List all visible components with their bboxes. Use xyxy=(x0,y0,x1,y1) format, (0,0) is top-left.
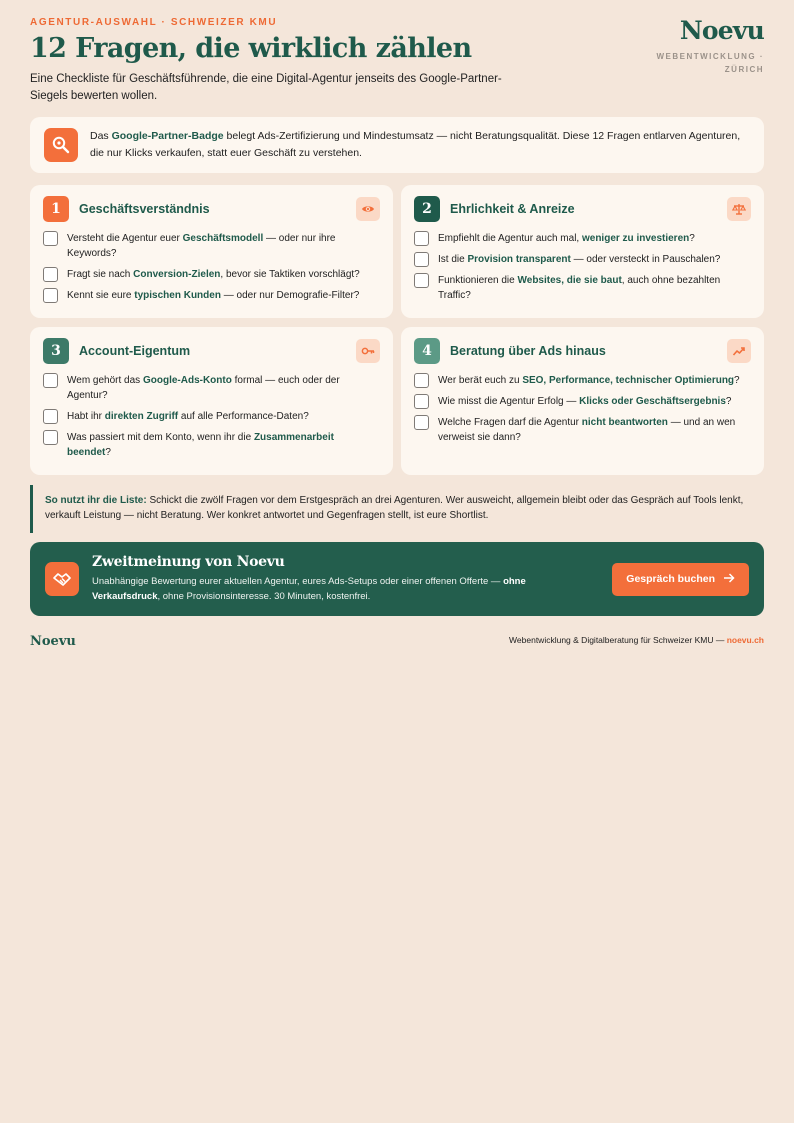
brand-tagline: WEBENTWICKLUNG · ZÜRICH xyxy=(656,52,764,74)
footer-text: Webentwicklung & Digitalberatung für Schweizer KMU — noevu.ch xyxy=(509,635,764,645)
list-item: Ist die Provision transparent — oder versteckt in Pauschalen? xyxy=(414,252,751,267)
section-card-3 xyxy=(30,327,393,475)
eyebrow: AGENTUR-AUSWAHL · SCHWEIZER KMU xyxy=(30,17,278,28)
list-item: Fragt sie nach Conversion-Zielen, bevor sie Taktiken vorschlägt? xyxy=(43,267,380,282)
list-item: Wem gehört das Google-Ads-Konto formal — euch oder der Agentur? xyxy=(43,373,380,403)
list-item: Wie misst die Agentur Erfolg — Klicks oder Geschäftsergebnis? xyxy=(414,394,751,409)
list-item: Welche Fragen darf die Agentur nicht beantworten — und an wen verweist sie dann? xyxy=(414,415,751,445)
intro-highlight: Google-Partner-Badge xyxy=(111,130,224,142)
footer-link[interactable]: noevu.ch xyxy=(726,635,764,645)
section-card-4 xyxy=(401,327,764,475)
checkbox[interactable] xyxy=(43,430,58,445)
section-card-2 xyxy=(401,185,764,318)
intro-text: Das Google-Partner-Badge belegt Ads-Zertifizierung und Mindestumsatz — nicht Beratungsqualität. Diese 12 Fragen entlarven Agenturen, die nur Klicks verkaufen, statt euer Geschäft zu verstehen. xyxy=(90,130,741,159)
section-title: Geschäftsverständnis xyxy=(79,202,210,216)
intro-card xyxy=(30,117,764,173)
note-text: Schickt die zwölf Fragen vor dem Erstgespräch an drei Agenturen. Wer ausweicht, allgemein bleibt oder das Gespräch auf Tools lenkt, verkauft Leistung — nicht Beratung. Wer konkret antwortet und Gegenfragen stellt, ist eure Shortlist. xyxy=(45,495,744,521)
list-item: Was passiert mit dem Konto, wenn ihr die Zusammenarbeit beendet? xyxy=(43,430,380,460)
checkbox[interactable] xyxy=(43,373,58,388)
checkbox[interactable] xyxy=(414,273,429,288)
section-number: 2 xyxy=(414,196,440,222)
cta-title: Zweitmeinung von Noevu xyxy=(92,554,285,570)
eye-icon xyxy=(356,197,380,221)
cta-text: Unabhängige Bewertung eurer aktuellen Agentur, eures Ads-Setups oder einer offenen Offerte — ohne Verkaufsdruck, ohne Provisionsinteresse. 30 Minuten, kostenfrei. xyxy=(92,576,526,602)
book-call-button[interactable] xyxy=(612,563,749,596)
note-label: So nutzt ihr die Liste: xyxy=(45,495,147,506)
section-number: 1 xyxy=(43,196,69,222)
list-item: Kennt sie eure typischen Kunden — oder nur Demografie-Filter? xyxy=(43,288,380,303)
checkbox[interactable] xyxy=(43,267,58,282)
brand xyxy=(644,16,764,76)
arrow-right-icon xyxy=(723,572,735,587)
trend-chart-icon xyxy=(727,339,751,363)
section-card-1 xyxy=(30,185,393,318)
search-magnifier-icon xyxy=(44,128,78,162)
checkbox[interactable] xyxy=(414,252,429,267)
page-subtitle: Eine Checkliste für Geschäftsführende, die eine Digital-Agentur jenseits des Google-Partner-Siegels bewerten wollen. xyxy=(30,73,502,102)
section-title: Account-Eigentum xyxy=(79,344,191,358)
list-item: Wer berät euch zu SEO, Performance, technischer Optimierung? xyxy=(414,373,751,388)
list-item: Habt ihr direkten Zugriff auf alle Performance-Daten? xyxy=(43,409,380,424)
section-number: 4 xyxy=(414,338,440,364)
checkbox[interactable] xyxy=(414,373,429,388)
section-title: Ehrlichkeit & Anreize xyxy=(450,202,575,216)
checkbox[interactable] xyxy=(414,394,429,409)
handshake-icon xyxy=(45,562,79,596)
footer-logo: Noevu xyxy=(30,634,76,649)
checkbox[interactable] xyxy=(43,409,58,424)
cta-banner xyxy=(30,542,764,616)
usage-note xyxy=(30,485,764,533)
page-title: 12 Fragen, die wirklich zählen xyxy=(30,33,472,64)
button-label: Gespräch buchen xyxy=(626,573,715,585)
checkbox[interactable] xyxy=(43,288,58,303)
list-item: Empfiehlt die Agentur auch mal, weniger zu investieren? xyxy=(414,231,751,246)
section-number: 3 xyxy=(43,338,69,364)
checkbox[interactable] xyxy=(414,415,429,430)
list-item: Versteht die Agentur euer Geschäftsmodell — oder nur ihre Keywords? xyxy=(43,231,380,261)
checkbox[interactable] xyxy=(43,231,58,246)
section-title: Beratung über Ads hinaus xyxy=(450,344,606,358)
scale-icon xyxy=(727,197,751,221)
brand-logo: Noevu xyxy=(679,16,764,45)
key-icon xyxy=(356,339,380,363)
checkbox[interactable] xyxy=(414,231,429,246)
list-item: Funktionieren die Websites, die sie baut, auch ohne bezahlten Traffic? xyxy=(414,273,751,303)
